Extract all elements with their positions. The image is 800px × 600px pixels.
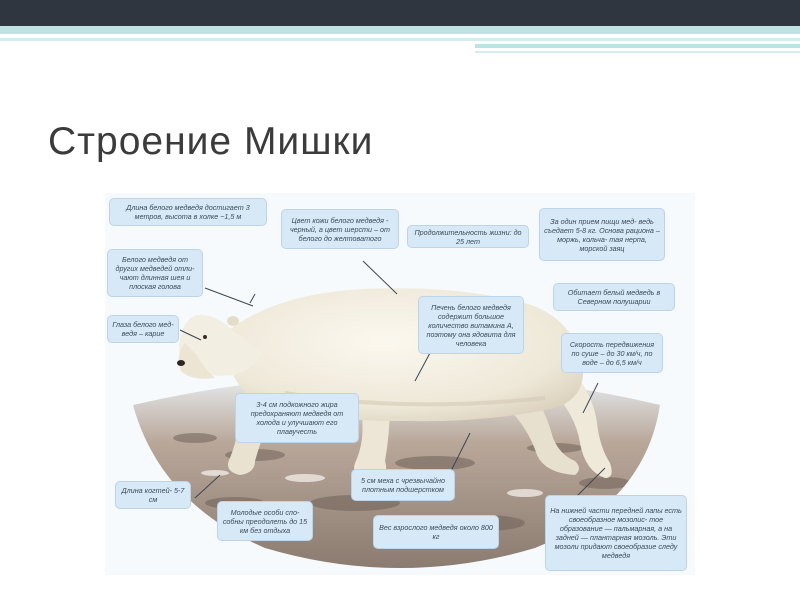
header-divider-line xyxy=(0,38,800,41)
note-food: За один прием пищи мед- ведь съедает 5-8 кг. Основа рациона – моржь, кольча- тая нерпа, морской заяц xyxy=(539,208,665,261)
polar-bear-infographic xyxy=(105,193,695,575)
note-lifespan: Продолжительность жизни: до 25 лет xyxy=(407,225,529,248)
header-teal-bar xyxy=(0,26,800,34)
note-young: Молодые особи спо- собны преодолеть до 15 км без отдыха xyxy=(217,501,313,541)
note-liver: Печень белого медведя содержит большое количество витамина А, поэтому она ядовита для человека xyxy=(418,296,524,354)
note-weight: Вес взрослого медведя около 800 кг xyxy=(373,515,499,549)
note-length: Длина белого медведя достигает 3 метров, высота в холке ~1,5 м xyxy=(109,198,267,226)
header-accent-line-thin xyxy=(475,51,800,53)
note-eyes: Глаза белого мед- ведя – карие xyxy=(107,315,179,343)
header-dark-bar xyxy=(0,0,800,26)
note-speed: Скорость передвижения по суше – до 30 км/ч, по воде – до 6,5 км/ч xyxy=(561,333,663,373)
note-skin-color: Цвет кожи белого медведя - черный, а цвет шерсти – от белого до желтоватого xyxy=(281,209,399,249)
header-accent-line xyxy=(475,44,800,48)
note-claws: Длина когтей- 5-7 см xyxy=(115,481,191,509)
note-paws: На нижней части передней лапы есть своеобразное мозолис- тое образование — пальмарная, а на задней — плантарная мозоль. Эти мозоли придают своеобразие следу медведя xyxy=(545,495,687,571)
note-fat: 3-4 см подкожного жира предохраняют медведя от холода и улучшают его плавучесть xyxy=(235,393,359,443)
note-neck-head: Белого медведя от других медведей отли- чают длинная шея и плоская голова xyxy=(107,249,203,297)
note-habitat: Обитает белый медведь в Северном полушарии xyxy=(553,283,675,311)
note-fur: 5 см меха с чрезвычайно плотным подшерстком xyxy=(351,469,455,501)
slide-title: Строение Мишки xyxy=(48,120,374,163)
